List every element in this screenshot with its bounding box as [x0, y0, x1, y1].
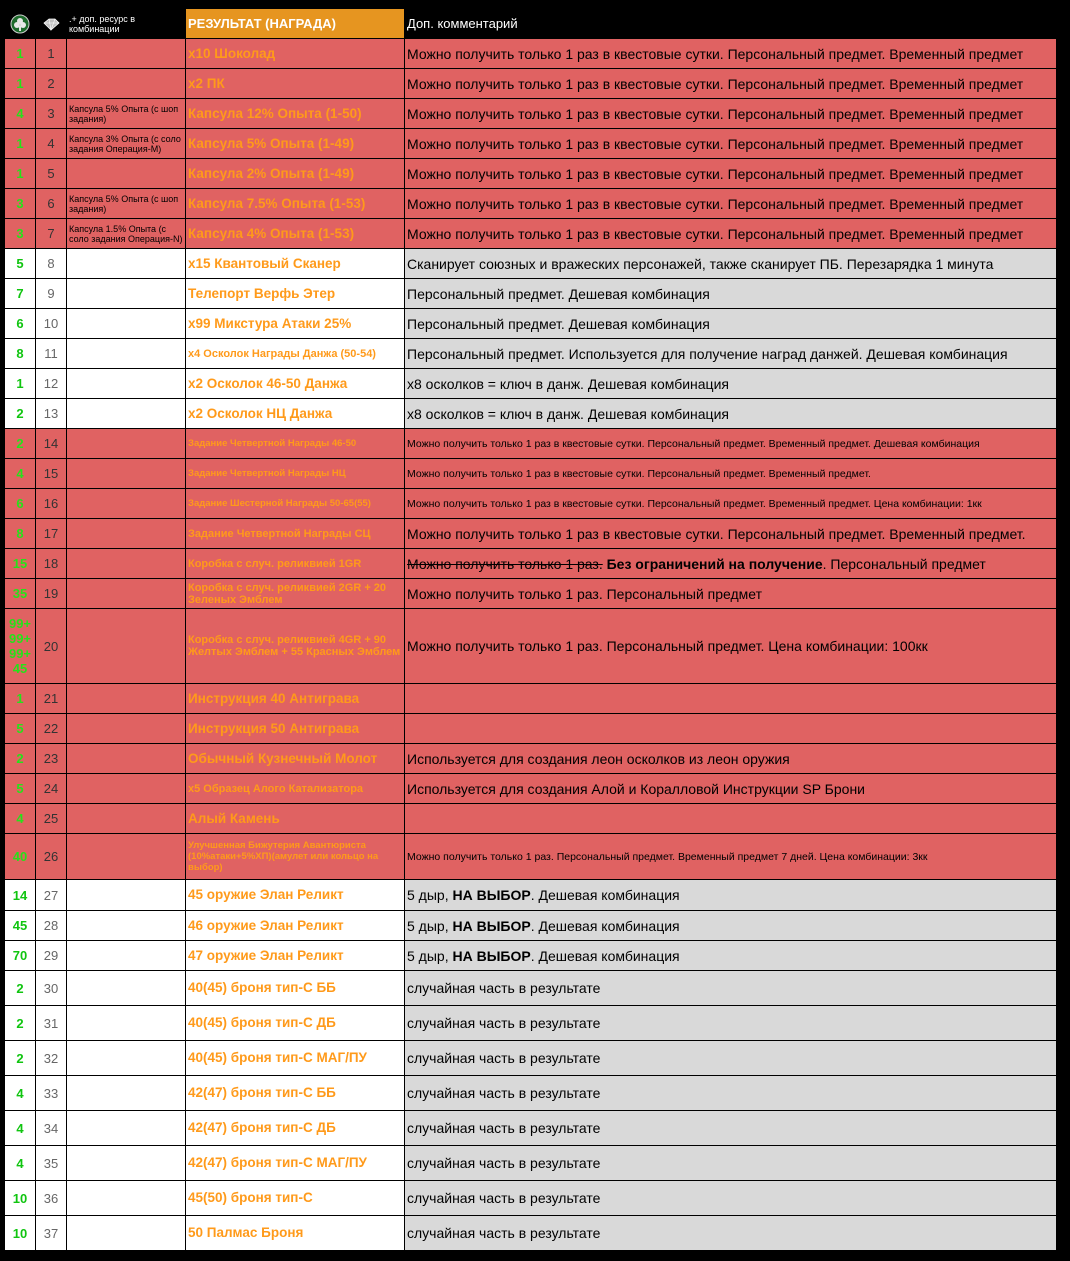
comment-cell — [405, 880, 1057, 911]
comment-cell: Используется для создания леон осколков из леон оружия — [405, 744, 1057, 774]
result-name-cell: x4 Осколок Награды Данжа (50-54) — [186, 339, 405, 369]
result-name-cell: x15 Квантовый Сканер — [186, 249, 405, 279]
comment-cell: случайная часть в результате — [405, 1111, 1057, 1146]
quantity-cell: 2 — [5, 1041, 36, 1076]
comment-cell: Сканирует союзных и вражеских персонажей, также сканирует ПБ. Перезарядка 1 минута — [405, 249, 1057, 279]
strikethrough-text: Можно получить только 1 раз. — [407, 555, 603, 572]
comment-cell: Можно получить только 1 раз в квестовые сутки. Персональный предмет. Временный предмет. — [405, 459, 1057, 489]
comment-suffix: . Дешевая комбинация — [530, 917, 680, 934]
quantity-cell: 14 — [5, 880, 36, 911]
result-name-cell: 42(47) броня тип-С ДБ — [186, 1111, 405, 1146]
row-number-cell: 19 — [36, 579, 67, 609]
table-row — [5, 880, 1057, 911]
extra-resource-cell — [67, 1146, 186, 1181]
table-row — [5, 684, 1057, 714]
extra-resource-cell — [67, 279, 186, 309]
quantity-cell: 1 — [5, 684, 36, 714]
table-row — [5, 459, 1057, 489]
table-row — [5, 129, 1057, 159]
comment-cell — [405, 941, 1057, 971]
extra-resource-cell — [67, 1216, 186, 1251]
extra-resource-cell — [67, 744, 186, 774]
table-row — [5, 489, 1057, 519]
quantity-cell: 15 — [5, 549, 36, 579]
row-number-cell: 22 — [36, 714, 67, 744]
comment-suffix: . Дешевая комбинация — [530, 887, 680, 903]
extra-resource-cell — [67, 1076, 186, 1111]
row-number-cell: 21 — [36, 684, 67, 714]
table-row — [5, 834, 1057, 880]
extra-resource-cell — [67, 774, 186, 804]
comment-cell — [405, 911, 1057, 941]
extra-resource-cell — [67, 1111, 186, 1146]
extra-resource-cell — [67, 609, 186, 684]
table-row — [5, 549, 1057, 579]
quantity-cell: 6 — [5, 489, 36, 519]
reward-table — [4, 8, 1057, 1251]
result-name-cell: x5 Образец Алого Катализатора — [186, 774, 405, 804]
table-row — [5, 1076, 1057, 1111]
extra-resource-cell — [67, 429, 186, 459]
header-qty-cell — [5, 9, 36, 39]
table-row — [5, 1041, 1057, 1076]
comment-cell: Можно получить только 1 раз в квестовые сутки. Персональный предмет. Временный предмет. Дешевая комбинация — [405, 429, 1057, 459]
comment-cell — [405, 549, 1057, 579]
result-name-cell: Капсула 7.5% Опыта (1-53) — [186, 189, 405, 219]
quantity-cell: 8 — [5, 339, 36, 369]
table-row — [5, 219, 1057, 249]
table-row — [5, 971, 1057, 1006]
row-number-cell: 20 — [36, 609, 67, 684]
row-number-cell: 8 — [36, 249, 67, 279]
comment-cell: x8 осколков = ключ в данж. Дешевая комбинация — [405, 369, 1057, 399]
quantity-cell: 4 — [5, 99, 36, 129]
comment-cell: случайная часть в результате — [405, 1146, 1057, 1181]
extra-resource-cell — [67, 1041, 186, 1076]
comment-emphasis: НА ВЫБОР — [452, 947, 531, 964]
clover-badge-icon — [10, 14, 30, 34]
extra-resource-cell — [67, 69, 186, 99]
quantity-cell: 8 — [5, 519, 36, 549]
quantity-cell: 10 — [5, 1216, 36, 1251]
extra-resource-cell — [67, 579, 186, 609]
result-name-cell: Телепорт Верфь Этер — [186, 279, 405, 309]
result-name-cell: x2 Осколок НЦ Данжа — [186, 399, 405, 429]
result-name-cell: Коробка с случ. реликвией 1GR — [186, 549, 405, 579]
result-name-cell: 45(50) броня тип-С — [186, 1181, 405, 1216]
result-name-cell: Инструкция 50 Антиграва — [186, 714, 405, 744]
extra-resource-cell: Капсула 3% Опыта (с соло задания Операция-М) — [67, 129, 186, 159]
row-number-cell: 18 — [36, 549, 67, 579]
result-name-cell: Задание Четвертной Награды 46-50 — [186, 429, 405, 459]
quantity-cell: 1 — [5, 129, 36, 159]
row-number-cell: 11 — [36, 339, 67, 369]
row-number-cell: 28 — [36, 911, 67, 941]
result-name-cell: Капсула 12% Опыта (1-50) — [186, 99, 405, 129]
comment-cell: Персональный предмет. Используется для получение наград данжей. Дешевая комбинация — [405, 339, 1057, 369]
row-number-cell: 37 — [36, 1216, 67, 1251]
table-row — [5, 399, 1057, 429]
quantity-cell: 4 — [5, 459, 36, 489]
quantity-cell: 5 — [5, 774, 36, 804]
comment-cell: Можно получить только 1 раз в квестовые сутки. Персональный предмет. Временный предмет — [405, 39, 1057, 69]
comment-cell: случайная часть в результате — [405, 1076, 1057, 1111]
row-number-cell: 13 — [36, 399, 67, 429]
extra-resource-cell: Капсула 5% Опыта (с шоп задания) — [67, 99, 186, 129]
table-row — [5, 1006, 1057, 1041]
extra-resource-cell — [67, 339, 186, 369]
quantity-cell: 2 — [5, 971, 36, 1006]
quantity-cell: 2 — [5, 1006, 36, 1041]
quantity-cell: 70 — [5, 941, 36, 971]
quantity-cell: 45 — [5, 911, 36, 941]
comment-cell: Персональный предмет. Дешевая комбинация — [405, 309, 1057, 339]
comment-emphasis: НА ВЫБОР — [452, 887, 531, 903]
header-comment: Доп. комментарий — [405, 9, 1057, 39]
result-name-cell: Капсула 2% Опыта (1-49) — [186, 159, 405, 189]
quantity-cell: 4 — [5, 1146, 36, 1181]
table-row — [5, 911, 1057, 941]
table-row — [5, 429, 1057, 459]
result-name-cell: Капсула 5% Опыта (1-49) — [186, 129, 405, 159]
comment-cell: Можно получить только 1 раз в квестовые сутки. Персональный предмет. Временный предмет — [405, 159, 1057, 189]
extra-resource-cell — [67, 369, 186, 399]
row-number-cell: 7 — [36, 219, 67, 249]
quantity-cell: 4 — [5, 1076, 36, 1111]
extra-resource-cell — [67, 249, 186, 279]
table-row — [5, 579, 1057, 609]
row-number-cell: 12 — [36, 369, 67, 399]
row-number-cell: 5 — [36, 159, 67, 189]
result-name-cell: 46 оружие Элан Реликт — [186, 911, 405, 941]
table-row — [5, 39, 1057, 69]
row-number-cell: 2 — [36, 69, 67, 99]
row-number-cell: 26 — [36, 834, 67, 880]
header-result: РЕЗУЛЬТАТ (НАГРАДА) — [186, 9, 405, 39]
extra-resource-cell — [67, 1006, 186, 1041]
extra-resource-cell — [67, 159, 186, 189]
result-name-cell: x99 Микстура Атаки 25% — [186, 309, 405, 339]
result-name-cell: 45 оружие Элан Реликт — [186, 880, 405, 911]
row-number-cell: 34 — [36, 1111, 67, 1146]
extra-resource-cell — [67, 399, 186, 429]
table-row — [5, 279, 1057, 309]
result-name-cell: Инструкция 40 Антиграва — [186, 684, 405, 714]
extra-resource-cell — [67, 549, 186, 579]
extra-resource-cell: Капсула 5% Опыта (с шоп задания) — [67, 189, 186, 219]
table-row — [5, 774, 1057, 804]
table-row — [5, 1216, 1057, 1251]
result-name-cell: x10 Шоколад — [186, 39, 405, 69]
quantity-cell: 10 — [5, 1181, 36, 1216]
row-number-cell: 33 — [36, 1076, 67, 1111]
row-number-cell: 35 — [36, 1146, 67, 1181]
row-number-cell: 15 — [36, 459, 67, 489]
result-name-cell: Коробка с случ. реликвией 2GR + 20 Зеленых Эмблем — [186, 579, 405, 609]
extra-resource-cell: Капсула 1.5% Опыта (с соло задания Операция-N) — [67, 219, 186, 249]
extra-resource-cell — [67, 911, 186, 941]
result-name-cell: Обычный Кузнечный Молот — [186, 744, 405, 774]
table-row — [5, 1146, 1057, 1181]
table-row — [5, 609, 1057, 684]
row-number-cell: 17 — [36, 519, 67, 549]
row-number-cell: 10 — [36, 309, 67, 339]
extra-resource-cell — [67, 1181, 186, 1216]
result-name-cell: Задание Четвертной Награды НЦ — [186, 459, 405, 489]
extra-resource-cell — [67, 941, 186, 971]
comment-cell — [405, 804, 1057, 834]
result-name-cell: Задание Четвертной Награды СЦ — [186, 519, 405, 549]
table-row — [5, 1181, 1057, 1216]
extra-resource-cell — [67, 459, 186, 489]
table-row — [5, 714, 1057, 744]
table-row — [5, 1111, 1057, 1146]
result-name-cell: Капсула 4% Опыта (1-53) — [186, 219, 405, 249]
table-row — [5, 519, 1057, 549]
row-number-cell: 6 — [36, 189, 67, 219]
quantity-cell: 2 — [5, 399, 36, 429]
quantity-cell: 4 — [5, 1111, 36, 1146]
row-number-cell: 16 — [36, 489, 67, 519]
comment-cell: Можно получить только 1 раз. Персональный предмет. Временный предмет 7 дней. Цена комбинации: 3кк — [405, 834, 1057, 880]
quantity-cell: 4 — [5, 804, 36, 834]
crystal-icon — [41, 14, 61, 34]
table-row — [5, 309, 1057, 339]
comment-cell: случайная часть в результате — [405, 1041, 1057, 1076]
table-row — [5, 249, 1057, 279]
result-name-cell: Задание Шестерной Награды 50-65(55) — [186, 489, 405, 519]
table-row — [5, 369, 1057, 399]
quantity-cell: 6 — [5, 309, 36, 339]
table-row — [5, 159, 1057, 189]
row-number-cell: 4 — [36, 129, 67, 159]
comment-cell: случайная часть в результате — [405, 1216, 1057, 1251]
comment-cell: Можно получить только 1 раз в квестовые сутки. Персональный предмет. Временный предмет. — [405, 519, 1057, 549]
extra-resource-cell — [67, 39, 186, 69]
quantity-cell: 3 — [5, 219, 36, 249]
comment-prefix: 5 дыр, — [407, 917, 453, 934]
quantity-cell: 2 — [5, 744, 36, 774]
quantity-cell: 5 — [5, 714, 36, 744]
comment-prefix: 5 дыр, — [407, 947, 453, 964]
row-number-cell: 23 — [36, 744, 67, 774]
comment-cell: Можно получить только 1 раз в квестовые сутки. Персональный предмет. Временный предмет — [405, 189, 1057, 219]
extra-resource-cell — [67, 880, 186, 911]
result-name-cell: 50 Палмас Броня — [186, 1216, 405, 1251]
result-name-cell: Алый Камень — [186, 804, 405, 834]
result-name-cell: 47 оружие Элан Реликт — [186, 941, 405, 971]
row-number-cell: 9 — [36, 279, 67, 309]
extra-resource-cell — [67, 714, 186, 744]
row-number-cell: 30 — [36, 971, 67, 1006]
result-name-cell: 42(47) броня тип-С ББ — [186, 1076, 405, 1111]
quantity-cell: 35 — [5, 579, 36, 609]
extra-resource-cell — [67, 684, 186, 714]
result-name-cell: Улучшенная Бижутерия Авантюриста (10%атаки+5%ХП)(амулет или кольцо на выбор) — [186, 834, 405, 880]
quantity-cell: 1 — [5, 159, 36, 189]
comment-cell: Персональный предмет. Дешевая комбинация — [405, 279, 1057, 309]
header-num-cell — [36, 9, 67, 39]
comment-cell: Можно получить только 1 раз в квестовые сутки. Персональный предмет. Временный предмет — [405, 99, 1057, 129]
comment-cell: Можно получить только 1 раз. Персональный предмет. Цена комбинации: 100кк — [405, 609, 1057, 684]
quantity-cell: 99+ 99+ 99+ 45 — [5, 609, 36, 684]
quantity-cell: 40 — [5, 834, 36, 880]
comment-cell — [405, 714, 1057, 744]
result-name-cell: 40(45) броня тип-С ББ — [186, 971, 405, 1006]
quantity-cell: 2 — [5, 429, 36, 459]
extra-resource-cell — [67, 489, 186, 519]
table-row — [5, 941, 1057, 971]
comment-prefix: 5 дыр, — [407, 887, 453, 903]
quantity-cell: 5 — [5, 249, 36, 279]
comment-cell: случайная часть в результате — [405, 971, 1057, 1006]
result-name-cell: x2 ПК — [186, 69, 405, 99]
comment-suffix: . Дешевая комбинация — [530, 947, 680, 964]
comment-cell: Можно получить только 1 раз. Персональный предмет — [405, 579, 1057, 609]
extra-resource-cell — [67, 804, 186, 834]
table-row — [5, 99, 1057, 129]
comment-cell: Можно получить только 1 раз в квестовые сутки. Персональный предмет. Временный предмет. Цена комбинации: 1кк — [405, 489, 1057, 519]
row-number-cell: 27 — [36, 880, 67, 911]
comment-cell: Используется для создания Алой и Коралловой Инструкции SP Брони — [405, 774, 1057, 804]
extra-resource-cell — [67, 309, 186, 339]
table-row — [5, 69, 1057, 99]
row-number-cell: 1 — [36, 39, 67, 69]
table-row — [5, 189, 1057, 219]
row-number-cell: 14 — [36, 429, 67, 459]
table-row — [5, 804, 1057, 834]
table-row — [5, 744, 1057, 774]
comment-suffix: . Персональный предмет — [822, 555, 986, 572]
row-number-cell: 36 — [36, 1181, 67, 1216]
extra-resource-cell — [67, 519, 186, 549]
comment-emphasis: НА ВЫБОР — [452, 917, 531, 934]
table-row — [5, 339, 1057, 369]
quantity-cell: 1 — [5, 39, 36, 69]
row-number-cell: 31 — [36, 1006, 67, 1041]
comment-cell — [405, 684, 1057, 714]
result-name-cell: x2 Осколок 46-50 Данжа — [186, 369, 405, 399]
comment-cell: случайная часть в результате — [405, 1181, 1057, 1216]
comment-cell: x8 осколков = ключ в данж. Дешевая комбинация — [405, 399, 1057, 429]
result-name-cell: 42(47) броня тип-С МАГ/ПУ — [186, 1146, 405, 1181]
row-number-cell: 29 — [36, 941, 67, 971]
result-name-cell: 40(45) броня тип-С ДБ — [186, 1006, 405, 1041]
row-number-cell: 3 — [36, 99, 67, 129]
extra-resource-cell — [67, 834, 186, 880]
quantity-cell: 1 — [5, 69, 36, 99]
quantity-cell: 7 — [5, 279, 36, 309]
result-name-cell: 40(45) броня тип-С МАГ/ПУ — [186, 1041, 405, 1076]
extra-resource-cell — [67, 971, 186, 1006]
result-name-cell: Коробка с случ. реликвией 4GR + 90 Желтых Эмблем + 55 Красных Эмблем — [186, 609, 405, 684]
comment-cell: Можно получить только 1 раз в квестовые сутки. Персональный предмет. Временный предмет — [405, 69, 1057, 99]
header-row — [5, 9, 1057, 39]
row-number-cell: 25 — [36, 804, 67, 834]
comment-cell: случайная часть в результате — [405, 1006, 1057, 1041]
quantity-cell: 3 — [5, 189, 36, 219]
row-number-cell: 24 — [36, 774, 67, 804]
row-number-cell: 32 — [36, 1041, 67, 1076]
comment-cell: Можно получить только 1 раз в квестовые сутки. Персональный предмет. Временный предмет — [405, 129, 1057, 159]
quantity-cell: 1 — [5, 369, 36, 399]
header-extra-resource: .+ доп. ресурс в комбинации — [67, 9, 186, 39]
comment-emphasis: Без ограничений на получение — [602, 555, 823, 572]
comment-cell: Можно получить только 1 раз в квестовые сутки. Персональный предмет. Временный предмет — [405, 219, 1057, 249]
